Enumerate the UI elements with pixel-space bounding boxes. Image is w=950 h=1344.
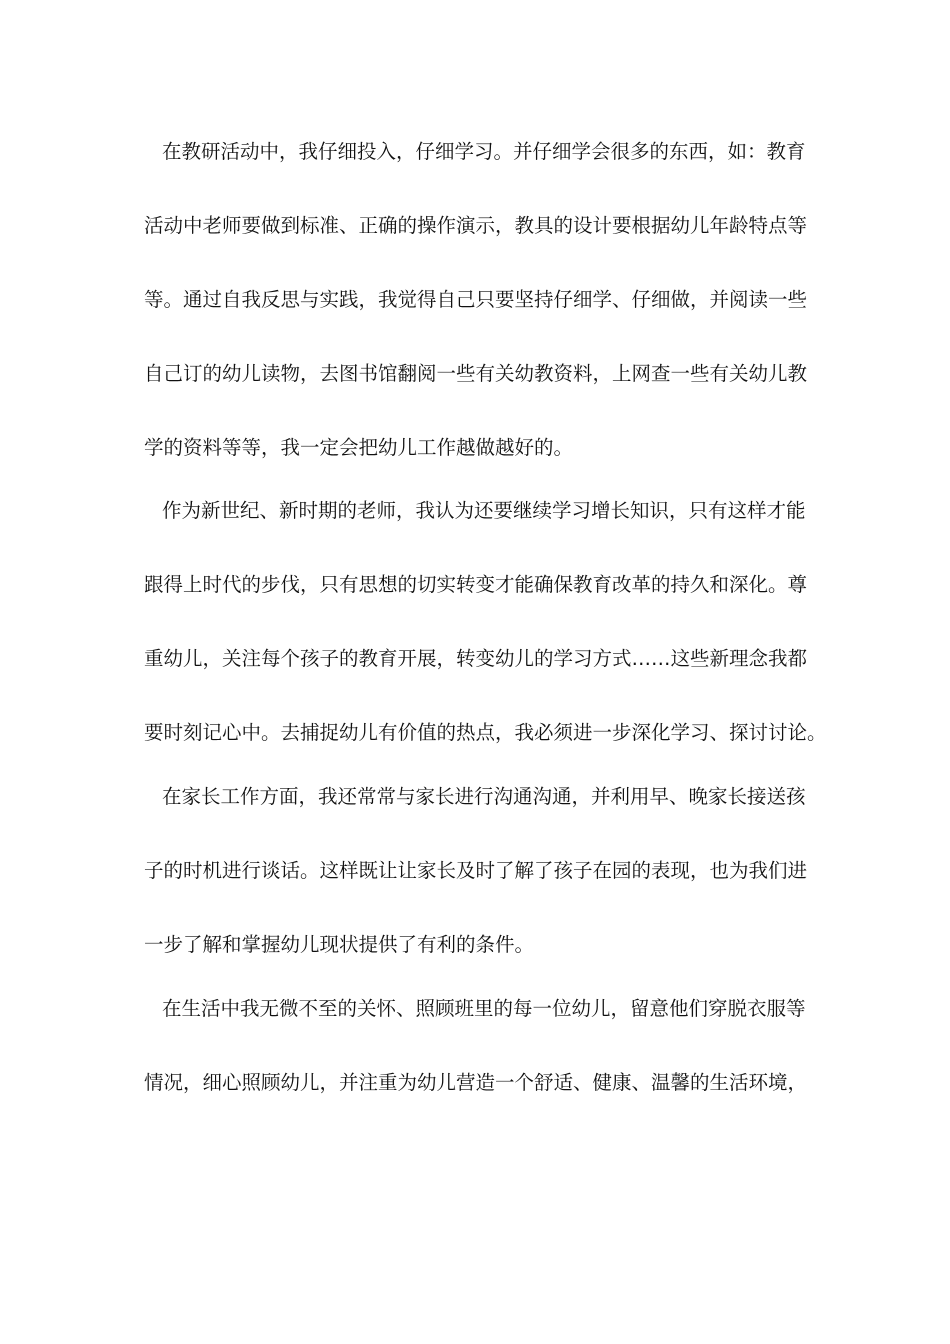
paragraph-4-line-1: 在生活中我无微不至的关怀、照顾班里的每一位幼儿，留意他们穿脱衣服等 (162, 997, 806, 1020)
paragraph-4-line-2: 情况，细心照顾幼儿，并注重为幼儿营造一个舒适、健康、温馨的生活环境， (144, 1071, 808, 1094)
paragraph-3-line-2: 子的时机进行谈话。这样既让让家长及时了解了孩子在园的表现，也为我们进 (144, 859, 808, 882)
paragraph-1-line-1: 在教研活动中，我仔细投入，仔细学习。并仔细学会很多的东西，如：教育 (162, 140, 806, 163)
paragraph-2-line-4: 要时刻记心中。去捕捉幼儿有价值的热点，我必须进一步深化学习、探讨讨论。 (144, 721, 827, 744)
paragraph-3-line-1: 在家长工作方面，我还常常与家长进行沟通沟通，并利用早、晚家长接送孩 (162, 785, 806, 808)
paragraph-1-line-4: 自己订的幼儿读物，去图书馆翻阅一些有关幼教资料，上网查一些有关幼儿教 (144, 362, 808, 385)
paragraph-1-line-3: 等。通过自我反思与实践，我觉得自己只要坚持仔细学、仔细做，并阅读一些 (144, 288, 808, 311)
paragraph-2-line-3: 重幼儿，关注每个孩子的教育开展，转变幼儿的学习方式……这些新理念我都 (144, 647, 808, 670)
paragraph-1-line-5: 学的资料等等，我一定会把幼儿工作越做越好的。 (144, 436, 574, 459)
paragraph-1-line-2: 活动中老师要做到标准、正确的操作演示，教具的设计要根据幼儿年龄特点等 (144, 214, 808, 237)
paragraph-3-line-3: 一步了解和掌握幼儿现状提供了有利的条件。 (144, 933, 535, 956)
paragraph-2-line-1: 作为新世纪、新时期的老师，我认为还要继续学习增长知识，只有这样才能 (162, 499, 806, 522)
paragraph-2-line-2: 跟得上时代的步伐，只有思想的切实转变才能确保教育改革的持久和深化。尊 (144, 573, 808, 596)
